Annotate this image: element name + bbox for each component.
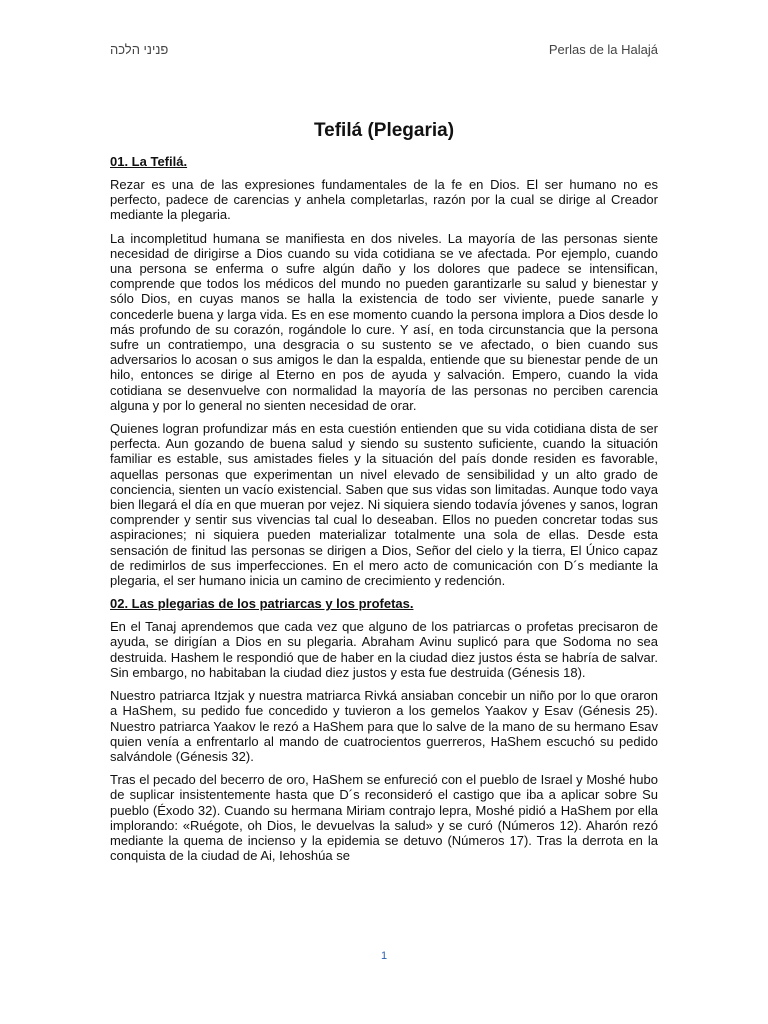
header-document-title: Perlas de la Halajá [548, 42, 658, 57]
paragraph: La incompletitud humana se manifiesta en dos niveles. La mayoría de las personas siente necesidad de dirigirse a Dios cuando su vida cotidiana se ve afectada. Por ejemplo, cuando una persona se enferma o sufre algún daño y los dolores que padece se intensifican, comprende que todos los médicos del mundo no pueden garantizarle su salud y bienestar y sólo Dios, en cuyas manos se halla la existencia de todo ser viviente, puede sanarle y concederle buena y larga vida. Es en ese momento cuando la persona implora a Dios desde lo más profundo de su corazón, rogándole lo cure. Y así, en toda circunstancia que la persona sufre un contratiempo, una desgracia o su sustento se ve afectado, o bien cuando sus adversarios lo acosan o sus amigos le dan la espalda, entiende que su bienestar pende de un hilo, entonces se dirige al Eterno en pos de ayuda y salvación. Empero, cuando la vida cotidiana se desenvuelve con normalidad la mayoría de las personas no perciben carencia alguna y por lo general no sienten necesidad de orar. [110, 230, 658, 413]
section-heading-2: 02. Las plegarias de los patriarcas y los profetas. [110, 596, 414, 612]
document-body [110, 118, 658, 871]
paragraph: Rezar es una de las expresiones fundamentales de la fe en Dios. El ser humano no es perfecto, padece de carencias y anhela completarlas, razón por la cual se dirige al Creador mediante la plegaria. [110, 177, 658, 223]
header-hebrew-title: פניני הלכה [110, 42, 169, 57]
page-number: 1 [380, 950, 388, 962]
paragraph: En el Tanaj aprendemos que cada vez que alguno de los patriarcas o profetas precisaron de ayuda, se dirigían a Dios en su plegaria. Abraham Avinu suplicó para que Sodoma no sea destruida. Hashem le respondió que de haber en la ciudad diez justos ésta se habría de salvar. Sin embargo, no habitaban la ciudad diez justos y esta fue destruida (Génesis 18). [110, 619, 658, 680]
section-heading-1: 01. La Tefilá. [110, 154, 188, 169]
paragraph: Tras el pecado del becerro de oro, HaShem se enfureció con el pueblo de Israel y Moshé hubo de suplicar insistentemente hasta que D´s reconsideró el castigo que iba a aplicar sobre Su pueblo (Éxodo 32). Cuando su hermana Miriam contrajo lepra, Moshé pidió a HaShem por ella implorando: «Ruégote, oh Dios, le devuelvas la salud» y se curó (Números 12). Aharón rezó mediante la quema de incienso y la epidemia se detuvo (Números 17). Tras la derrota en la conquista de la ciudad de Ai, Iehoshúa se [110, 772, 658, 864]
paragraph: Quienes logran profundizar más en esta cuestión entienden que su vida cotidiana dista de ser perfecta. Aun gozando de buena salud y siendo su sustento suficiente, cuando la situación familiar es estable, sus amistades fieles y la situación del país donde residen es favorable, aquellas personas que experimentan un nivel elevado de sensibilidad y un alto grado de conciencia, sienten un vacío existencial. Saben que sus vidas son limitadas. Aunque todo vaya bien llegará el día en que mueran por vejez. Ni siquiera siendo todavía jóvenes y sanos, logran comprender y sentir sus vivencias tal cual lo deseaban. Ellos no pueden concretar todas sus aspiraciones; ni siquiera pueden materializar totalmente una sola de ellas. Desde esta sensación de finitud las personas se dirigen a Dios, Señor del cielo y la tierra, El Único capaz de redimirlos de sus imperfecciones. En el mero acto de comunicación con D´s mediante la plegaria, el ser humano inicia un camino de crecimiento y redención. [110, 421, 658, 589]
paragraph: Nuestro patriarca Itzjak y nuestra matriarca Rivká ansiaban concebir un niño por lo que oraron a HaShem, su pedido fue concedido y tuvieron a los gemelos Yaakov y Esav (Génesis 25). Nuestro patriarca Yaakov le rezó a HaShem para que lo salve de la mano de su hermano Esav quien venía a enfrentarlo al mando de cuatrocientos guerreros, HaShem escuchó su pedido salvándole (Génesis 32). [110, 688, 658, 764]
page-title: Tefilá (Plegaria) [313, 120, 455, 141]
